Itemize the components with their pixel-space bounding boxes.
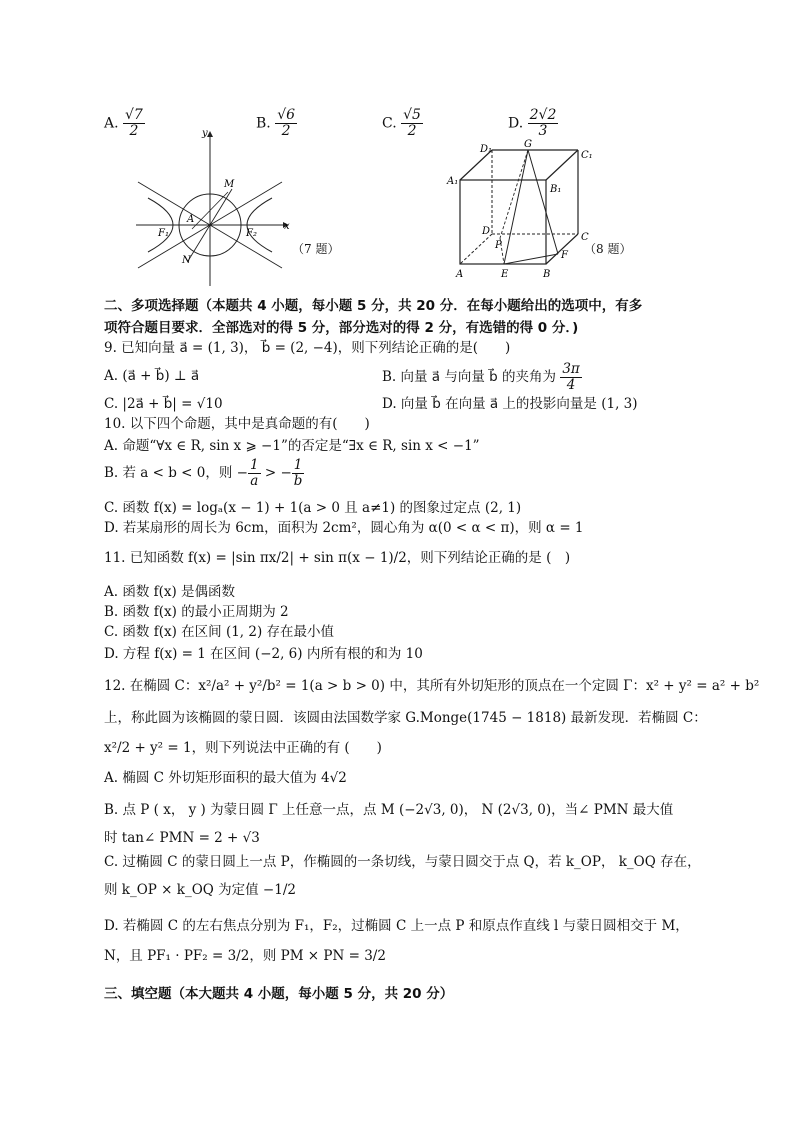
figure-7: [128, 126, 368, 296]
q11-option-a: A. 函数 f(x) 是偶函数: [104, 584, 236, 600]
label-g: G: [524, 139, 532, 150]
figure-8: [446, 136, 626, 282]
label-f2: F₂: [246, 228, 257, 239]
label-b: B: [543, 269, 551, 280]
label-m: M: [224, 179, 235, 190]
label-c1: C₁: [581, 150, 593, 161]
q12-option-c-line1: C. 过椭圆 C 的蒙日圆上一点 P，作椭圆的一条切线，与蒙日圆交于点 Q，若 k_OP， k_OQ 存在，: [104, 854, 701, 870]
q9-stem: 9. 已知向量 a⃗ = (1, 3)， b⃗ = (2, −4)，则下列结论正确的是( ): [104, 340, 511, 356]
q12-option-d-line1: D. 若椭圆 C 的左右焦点分别为 F₁，F₂，过椭圆 C 上一点 P 和原点作直线 l 与蒙日圆相交于 M，: [104, 918, 689, 934]
label-a: A: [187, 214, 195, 225]
q12-option-d-line2: N，且 PF₁ · PF₂ = 3/2，则 PM × PN = 3/2: [104, 948, 386, 964]
q11-option-b: B. 函数 f(x) 的最小正周期为 2: [104, 604, 289, 620]
q12-stem-line2: 上，称此圆为该椭圆的蒙日圆．该圆由法国数学家 G.Monge(1745 − 1818) 最新发现．若椭圆 C：: [104, 710, 707, 726]
label-x: x: [284, 221, 290, 232]
label-a: A: [456, 269, 464, 280]
label-f: F: [561, 250, 568, 261]
label-f1: F₁: [158, 228, 169, 239]
section2-heading-line1: 二、多项选择题（本题共 4 小题，每小题 5 分，共 20 分．在每小题给出的选项中，有多: [104, 298, 643, 314]
option-d: D. $\frac{2√2}{3}$: [508, 107, 557, 139]
option-c: C. $\frac{√5}{2}$: [382, 107, 421, 139]
option-d-fraction: $\frac{2√2}{3}$: [529, 107, 557, 139]
q12-option-c-line2: 则 k_OP × k_OQ 为定值 −1/2: [104, 882, 296, 898]
label-y: y: [202, 128, 208, 139]
q10-stem: 10. 以下四个命题，其中是真命题的有( ): [104, 416, 370, 432]
label-e: E: [501, 269, 509, 280]
q11-option-c: C. 函数 f(x) 在区间 (1, 2) 存在最小值: [104, 624, 335, 640]
q11-stem: 11. 已知函数 f(x) = |sin πx/2| + sin π(x − 1)/2，则下列结论正确的是 ( ): [104, 550, 571, 566]
option-c-fraction: $\frac{√5}{2}$: [403, 107, 421, 139]
option-b-fraction: $\frac{√6}{2}$: [277, 107, 296, 139]
figure-7-caption: （7 题）: [292, 242, 340, 256]
q10-option-d: D. 若某扇形的周长为 6cm，面积为 2cm²，圆心角为 α(0 < α < π)，则 α = 1: [104, 520, 584, 536]
q9-option-d: D. 向量 b⃗ 在向量 a⃗ 上的投影向量是 (1, 3): [382, 396, 638, 412]
q10-option-b: B. 若 a < b < 0，则 − $\frac{1}{a}$ > − $\frac{1}{b}$: [104, 457, 303, 489]
q9-option-a: A. (a⃗ + b⃗) ⊥ a⃗: [104, 368, 200, 384]
q10-option-c: C. 函数 f(x) = logₐ(x − 1) + 1(a > 0 且 a≠1) 的图象过定点 (2, 1): [104, 500, 522, 516]
q12-stem-line3: x²/2 + y² = 1，则下列说法中正确的有 ( ): [104, 740, 382, 756]
q9-option-c: C. |2a⃗ + b⃗| = √10: [104, 396, 223, 412]
q12-option-a: A. 椭圆 C 外切矩形面积的最大值为 4√2: [104, 770, 347, 786]
section2-heading-line2: 项符合题目要求．全部选对的得 5 分，部分选对的得 2 分，有选错的得 0 分．): [104, 320, 579, 336]
label-a1: A₁: [447, 176, 459, 187]
label-n: N: [182, 255, 191, 266]
q12-stem-line1: 12. 在椭圆 C：x²/a² + y²/b² = 1(a > b > 0) 中，其所有外切矩形的顶点在一个定圆 Γ：x² + y² = a² + b²: [104, 678, 760, 694]
label-d: D: [482, 226, 491, 237]
label-b1: B₁: [550, 184, 562, 195]
section3-heading: 三、填空题（本大题共 4 小题，每小题 5 分，共 20 分）: [104, 986, 454, 1002]
option-a: A. $\frac{√7}{2}$: [104, 107, 143, 139]
label-c: C: [581, 232, 589, 243]
figure-8-caption: （8 题）: [584, 242, 632, 256]
option-a-fraction: $\frac{√7}{2}$: [125, 107, 143, 139]
q12-option-b-line2: 时 tan∠ PMN = 2 + √3: [104, 830, 260, 846]
label-d1: D₁: [480, 144, 493, 155]
q12-option-b-line1: B. 点 P ( x， y ) 为蒙日圆 Γ 上任意一点，点 M (−2√3, 0)， N (2√3, 0)，当∠ PMN 最大值: [104, 802, 674, 818]
q11-option-d: D. 方程 f(x) = 1 在区间 (−2, 6) 内所有根的和为 10: [104, 646, 423, 662]
label-p: P: [495, 240, 502, 251]
option-b: B. $\frac{√6}{2}$: [256, 107, 296, 139]
q10-option-a: A. 命题“∀x ∈ R, sin x ⩾ −1”的否定是“∃x ∈ R, sin x < −1”: [104, 438, 480, 454]
q9-option-b: B. 向量 a⃗ 与向量 b⃗ 的夹角为 $\frac{3\pi}{4}$: [382, 361, 580, 393]
